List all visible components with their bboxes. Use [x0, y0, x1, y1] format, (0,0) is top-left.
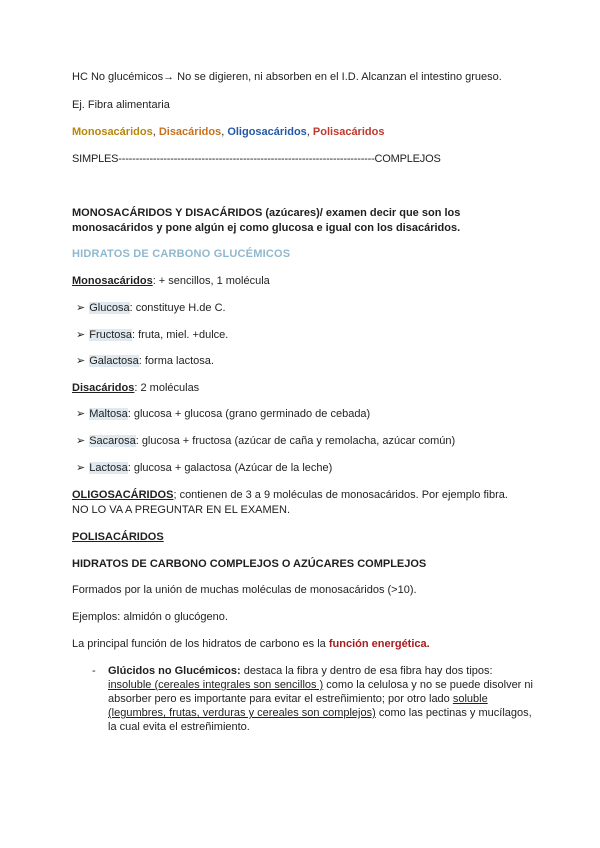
- item-name: Galactosa: [89, 355, 139, 367]
- soluble-examples: (legumbres, frutas, verduras y cereales son complejos): [108, 707, 376, 719]
- funcion-text: La principal función de los hidratos de carbono es la: [72, 638, 329, 650]
- arrow-bullet-icon: ➢: [76, 435, 86, 447]
- item-desc: : glucosa + fructosa (azúcar de caña y remolacha, azúcar común): [135, 435, 456, 447]
- glucidos-paragraph: [108, 664, 538, 734]
- item-name: Lactosa: [89, 462, 128, 474]
- item-name: Sacarosa: [89, 435, 136, 447]
- exam-note-line1: MONOSACÁRIDOS Y DISACÁRIDOS (azúcares)/ examen decir que son los: [72, 207, 461, 219]
- item-desc: : forma lactosa.: [138, 355, 214, 367]
- oligosacaridos-line: [72, 488, 508, 502]
- line-hc-no-glucemicos: HC No glucémicos→ No se digieren, ni absorben en el I.D. Alcanzan el intestino grueso.: [72, 71, 502, 83]
- list-item: [76, 354, 214, 368]
- list-item: [76, 301, 226, 315]
- glucidos-label: Glúcidos no Glucémicos:: [108, 665, 241, 677]
- separator: ,: [221, 126, 228, 138]
- oligosacaridos-label: OLIGOSACÁRIDOS: [72, 489, 174, 501]
- line-ejemplo-fibra: Ej. Fibra alimentaria: [72, 99, 170, 111]
- glucidos-text: como la celulosa y no se puede disolver ni absorber pero es importante para evitar el estreñimiento; por otro lado: [108, 679, 533, 705]
- type-disacaridos: Disacáridos: [158, 126, 222, 138]
- type-monosacaridos: Monosacáridos: [72, 126, 153, 138]
- item-desc: : glucosa + glucosa (grano germinado de cebada): [127, 408, 371, 420]
- arrow-bullet-icon: ➢: [76, 355, 86, 367]
- insoluble-text: insoluble (cereales integrales son sencillos ): [108, 679, 324, 691]
- item-desc: : constituye H.de C.: [129, 302, 226, 314]
- separator: ,: [306, 126, 313, 138]
- list-item: [76, 461, 332, 475]
- carbohydrate-types-line: [72, 125, 384, 139]
- glucidos-text: destaca la fibra y dentro de esa fibra hay dos tipos:: [240, 665, 493, 677]
- oligosacaridos-desc: ; contienen de 3 a 9 moléculas de monosacáridos. Por ejemplo fibra.: [173, 489, 508, 501]
- exam-note-line2: monosacáridos y pone algún ej como glucosa e igual con los disacáridos.: [72, 222, 461, 234]
- monosacaridos-line: [72, 274, 270, 288]
- separator: ,: [152, 126, 159, 138]
- arrow-bullet-icon: ➢: [76, 329, 86, 341]
- item-name: Glucosa: [89, 302, 130, 314]
- ejemplos-line: Ejemplos: almidón o glucógeno.: [72, 611, 228, 623]
- heading-complejos: HIDRATOS DE CARBONO COMPLEJOS O AZÚCARES COMPLEJOS: [72, 558, 427, 570]
- soluble-text: soluble: [452, 693, 488, 705]
- formados-line: Formados por la unión de muchas moléculas de monosacáridos (>10).: [72, 584, 417, 596]
- disacaridos-line: [72, 381, 199, 395]
- type-oligosacaridos: Oligosacáridos: [227, 126, 307, 138]
- type-polisacaridos: Polisacáridos: [312, 126, 385, 138]
- polisacaridos-label: POLISACÁRIDOS: [72, 531, 164, 543]
- item-desc: : glucosa + galactosa (Azúcar de la leche): [127, 462, 333, 474]
- arrow-bullet-icon: ➢: [76, 302, 86, 314]
- simple-complex-scale: SIMPLES--------------------------------------------------------------------------COMPLEJOS: [72, 153, 441, 165]
- list-item: [76, 328, 228, 342]
- list-item: [76, 407, 370, 421]
- dash-bullet-icon: -: [92, 665, 96, 677]
- disacaridos-label: Disacáridos: [72, 382, 135, 394]
- heading-glucemicos: HIDRATOS DE CARBONO GLUCÉMICOS: [72, 248, 291, 260]
- monosacaridos-label: Monosacáridos: [72, 275, 153, 287]
- glucidos-text: como las pectinas y mucílagos, la cual evita el estreñimiento.: [108, 707, 532, 733]
- arrow-bullet-icon: ➢: [76, 408, 86, 420]
- funcion-line: [72, 637, 430, 651]
- arrow-bullet-icon: ➢: [76, 462, 86, 474]
- list-item: [76, 434, 455, 448]
- oligosacaridos-note: NO LO VA A PREGUNTAR EN EL EXAMEN.: [72, 504, 291, 516]
- funcion-energetica: función energética.: [328, 638, 430, 650]
- item-name: Fructosa: [89, 329, 133, 341]
- monosacaridos-desc: : + sencillos, 1 molécula: [152, 275, 270, 287]
- item-name: Maltosa: [89, 408, 128, 420]
- disacaridos-desc: : 2 moléculas: [134, 382, 200, 394]
- item-desc: : fruta, miel. +dulce.: [132, 329, 229, 341]
